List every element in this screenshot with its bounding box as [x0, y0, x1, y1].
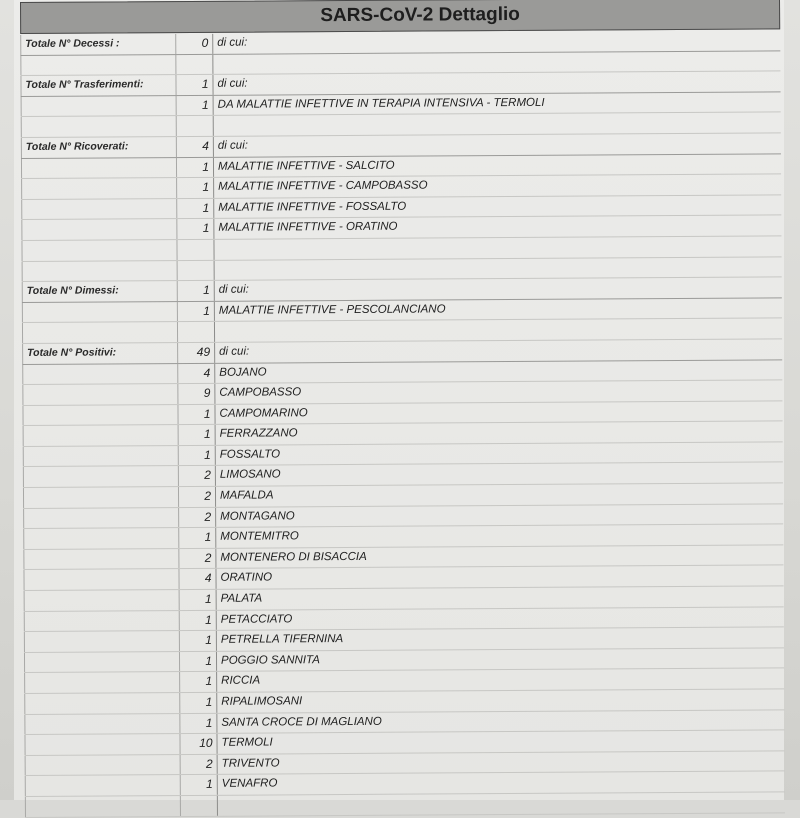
- count-cell: [177, 343, 215, 363]
- row-description: di cui:: [217, 139, 248, 152]
- count-cell: [176, 219, 214, 239]
- row-count: 4: [202, 138, 209, 153]
- count-cell: [176, 137, 214, 157]
- count-cell: [177, 322, 215, 342]
- count-cell: [176, 116, 214, 136]
- count-cell: [179, 713, 217, 733]
- row-label: Totale N° Positivi:: [27, 346, 117, 359]
- label-cell: [21, 199, 177, 220]
- description-cell: [216, 566, 783, 589]
- label-cell: [21, 240, 177, 261]
- label-cell: [23, 487, 179, 508]
- detail-table: [20, 30, 785, 817]
- label-cell: [24, 693, 180, 714]
- description-cell: [215, 360, 782, 383]
- label-cell: [20, 55, 176, 76]
- label-cell: [24, 714, 180, 735]
- count-cell: [177, 281, 215, 301]
- count-cell: [176, 178, 214, 198]
- row-description: PETRELLA TIFERNINA: [220, 633, 344, 647]
- description-cell: [214, 236, 781, 259]
- description-cell: [218, 772, 785, 795]
- label-cell: [22, 261, 178, 282]
- report-sheet: [20, 0, 785, 792]
- count-cell: [176, 96, 214, 116]
- row-description: TERMOLI: [221, 736, 273, 749]
- row-count: 1: [205, 612, 212, 627]
- row-count: 2: [204, 468, 211, 483]
- row-description: MALATTIE INFETTIVE - CAMPOBASSO: [218, 179, 428, 193]
- description-cell: [216, 545, 783, 568]
- label-cell: [21, 178, 177, 199]
- row-label: Totale N° Trasferimenti:: [25, 78, 144, 92]
- count-cell: [177, 260, 215, 280]
- row-count: 1: [205, 633, 212, 648]
- row-label: Totale N° Decessi :: [25, 37, 120, 50]
- row-count: 0: [201, 35, 209, 50]
- count-cell: [175, 75, 213, 95]
- label-cell: [24, 652, 180, 673]
- row-description: PETACCIATO: [220, 612, 293, 626]
- row-description: MONTAGANO: [220, 509, 295, 523]
- row-count: 1: [205, 653, 213, 668]
- description-cell: [217, 731, 784, 754]
- row-description: di cui:: [217, 36, 248, 49]
- description-cell: [214, 175, 781, 198]
- row-count: 1: [204, 591, 212, 606]
- row-count: 1: [206, 777, 213, 792]
- count-cell: [176, 240, 214, 260]
- label-cell: [23, 569, 179, 590]
- row-description: RIPALIMOSANI: [221, 695, 303, 708]
- count-cell: [179, 652, 217, 672]
- count-cell: [175, 54, 213, 74]
- row-count: 9: [203, 385, 211, 400]
- row-count: 1: [203, 427, 211, 442]
- description-cell: [217, 648, 784, 671]
- description-cell: [214, 154, 781, 177]
- label-cell: [20, 34, 176, 55]
- count-cell: [178, 507, 216, 527]
- row-description: MALATTIE INFETTIVE - SALCITO: [217, 159, 395, 173]
- row-description: DA MALATTIE INFETTIVE IN TERAPIA INTENSIVA - TERMOLI: [217, 96, 545, 111]
- row-description: RICCIA: [221, 674, 261, 688]
- label-cell: [24, 734, 180, 755]
- count-cell: [178, 466, 216, 486]
- row-count: 1: [205, 674, 213, 689]
- row-description: FOSSALTO: [219, 448, 281, 461]
- row-description: VENAFRO: [221, 777, 278, 791]
- row-description: ORATINO: [220, 571, 273, 585]
- count-cell: [178, 425, 216, 445]
- row-count: 1: [204, 447, 211, 462]
- count-cell: [176, 157, 214, 177]
- label-cell: [21, 158, 177, 179]
- description-cell: [215, 298, 782, 321]
- table-row: [25, 792, 785, 817]
- description-cell: [218, 751, 785, 774]
- row-description: MONTEMITRO: [220, 530, 299, 544]
- description-cell: [217, 628, 784, 651]
- description-cell: [214, 133, 781, 156]
- row-count: 1: [202, 159, 210, 174]
- row-count: 1: [203, 303, 210, 318]
- label-cell: [21, 116, 177, 137]
- row-count: 2: [204, 509, 212, 524]
- count-cell: [178, 446, 216, 466]
- row-count: 1: [205, 715, 213, 730]
- description-cell: [218, 792, 785, 815]
- label-cell: [24, 590, 180, 611]
- row-description: di cui:: [219, 345, 250, 358]
- count-cell: [177, 363, 215, 383]
- report-title-bar: [20, 0, 780, 34]
- description-cell: [217, 669, 784, 692]
- description-cell: [217, 607, 784, 630]
- count-cell: [178, 487, 216, 507]
- description-cell: [214, 113, 781, 136]
- row-count: 4: [203, 365, 211, 380]
- count-cell: [180, 796, 218, 816]
- description-cell: [214, 92, 781, 115]
- row-label: Totale N° Ricoverati:: [25, 140, 129, 153]
- row-description: CAMPOBASSO: [219, 386, 302, 399]
- row-description: BOJANO: [219, 366, 267, 379]
- count-cell: [178, 549, 216, 569]
- row-description: TRIVENTO: [221, 757, 280, 770]
- label-cell: [24, 631, 180, 652]
- row-label: Totale N° Dimessi:: [26, 284, 119, 298]
- row-description: MALATTIE INFETTIVE - FOSSALTO: [218, 200, 407, 214]
- row-description: SANTA CROCE DI MAGLIANO: [221, 715, 382, 729]
- count-cell: [179, 734, 217, 754]
- description-cell: [216, 463, 783, 486]
- label-cell: [21, 96, 177, 117]
- row-description: PALATA: [220, 592, 263, 605]
- row-description: POGGIO SANNITA: [220, 653, 320, 667]
- count-cell: [179, 631, 217, 651]
- count-cell: [176, 199, 214, 219]
- row-description: CAMPOMARINO: [219, 406, 308, 420]
- row-count: 1: [202, 180, 210, 195]
- row-count: 1: [203, 282, 210, 298]
- count-cell: [177, 384, 215, 404]
- description-cell: [213, 30, 780, 53]
- label-cell: [20, 75, 176, 96]
- row-description: di cui:: [217, 77, 248, 90]
- description-cell: [216, 483, 783, 506]
- row-count: 1: [201, 97, 209, 112]
- description-cell: [213, 51, 780, 74]
- row-count: 10: [199, 736, 213, 751]
- row-count: 1: [202, 221, 210, 236]
- label-cell: [23, 425, 179, 446]
- label-cell: [22, 384, 178, 405]
- label-cell: [25, 796, 181, 817]
- description-cell: [217, 586, 784, 609]
- label-cell: [22, 322, 178, 343]
- row-count: 1: [204, 530, 212, 545]
- description-cell: [214, 216, 781, 239]
- row-description: MONTENERO DI BISACCIA: [220, 550, 367, 564]
- description-cell: [215, 401, 782, 424]
- label-cell: [21, 137, 177, 158]
- row-description: MALATTIE INFETTIVE - PESCOLANCIANO: [218, 303, 446, 317]
- label-cell: [24, 672, 180, 693]
- row-count: 2: [205, 756, 213, 771]
- description-cell: [216, 422, 783, 445]
- row-count: 2: [204, 488, 212, 503]
- label-cell: [23, 446, 179, 467]
- label-cell: [23, 508, 179, 529]
- label-cell: [23, 467, 179, 488]
- count-cell: [179, 610, 217, 630]
- description-cell: [215, 257, 782, 280]
- label-cell: [22, 405, 178, 426]
- description-cell: [217, 689, 784, 712]
- label-cell: [22, 302, 178, 323]
- count-cell: [175, 34, 213, 54]
- row-description: FERRAZZANO: [219, 427, 298, 441]
- label-cell: [23, 528, 179, 549]
- description-cell: [214, 195, 781, 218]
- row-count: 1: [203, 406, 211, 421]
- description-cell: [216, 442, 783, 465]
- row-description: MAFALDA: [219, 489, 274, 502]
- count-cell: [179, 693, 217, 713]
- label-cell: [22, 364, 178, 385]
- label-cell: [25, 775, 181, 796]
- label-cell: [25, 755, 181, 776]
- row-count: 4: [204, 571, 212, 586]
- count-cell: [178, 528, 216, 548]
- description-cell: [217, 710, 784, 733]
- row-description: di cui:: [218, 283, 249, 296]
- row-description: MALATTIE INFETTIVE - ORATINO: [218, 221, 398, 235]
- label-cell: [23, 549, 179, 570]
- report-title: SARS-CoV-2 Dettaglio: [320, 3, 520, 27]
- count-cell: [178, 569, 216, 589]
- label-cell: [22, 343, 178, 364]
- label-cell: [24, 611, 180, 632]
- description-cell: [216, 504, 783, 527]
- label-cell: [21, 219, 177, 240]
- description-cell: [215, 277, 782, 300]
- count-cell: [180, 775, 218, 795]
- description-cell: [216, 525, 783, 548]
- count-cell: [179, 672, 217, 692]
- row-count: 49: [196, 344, 211, 359]
- row-count: 1: [205, 694, 213, 709]
- count-cell: [180, 755, 218, 775]
- description-cell: [215, 339, 782, 362]
- row-description: LIMOSANO: [219, 468, 281, 482]
- count-cell: [179, 590, 217, 610]
- description-cell: [215, 319, 782, 342]
- count-cell: [177, 302, 215, 322]
- description-cell: [215, 380, 782, 403]
- row-count: 2: [204, 550, 212, 565]
- row-count: 1: [201, 77, 209, 92]
- description-cell: [213, 72, 780, 95]
- label-cell: [22, 281, 178, 302]
- count-cell: [177, 405, 215, 425]
- row-count: 1: [202, 200, 210, 215]
